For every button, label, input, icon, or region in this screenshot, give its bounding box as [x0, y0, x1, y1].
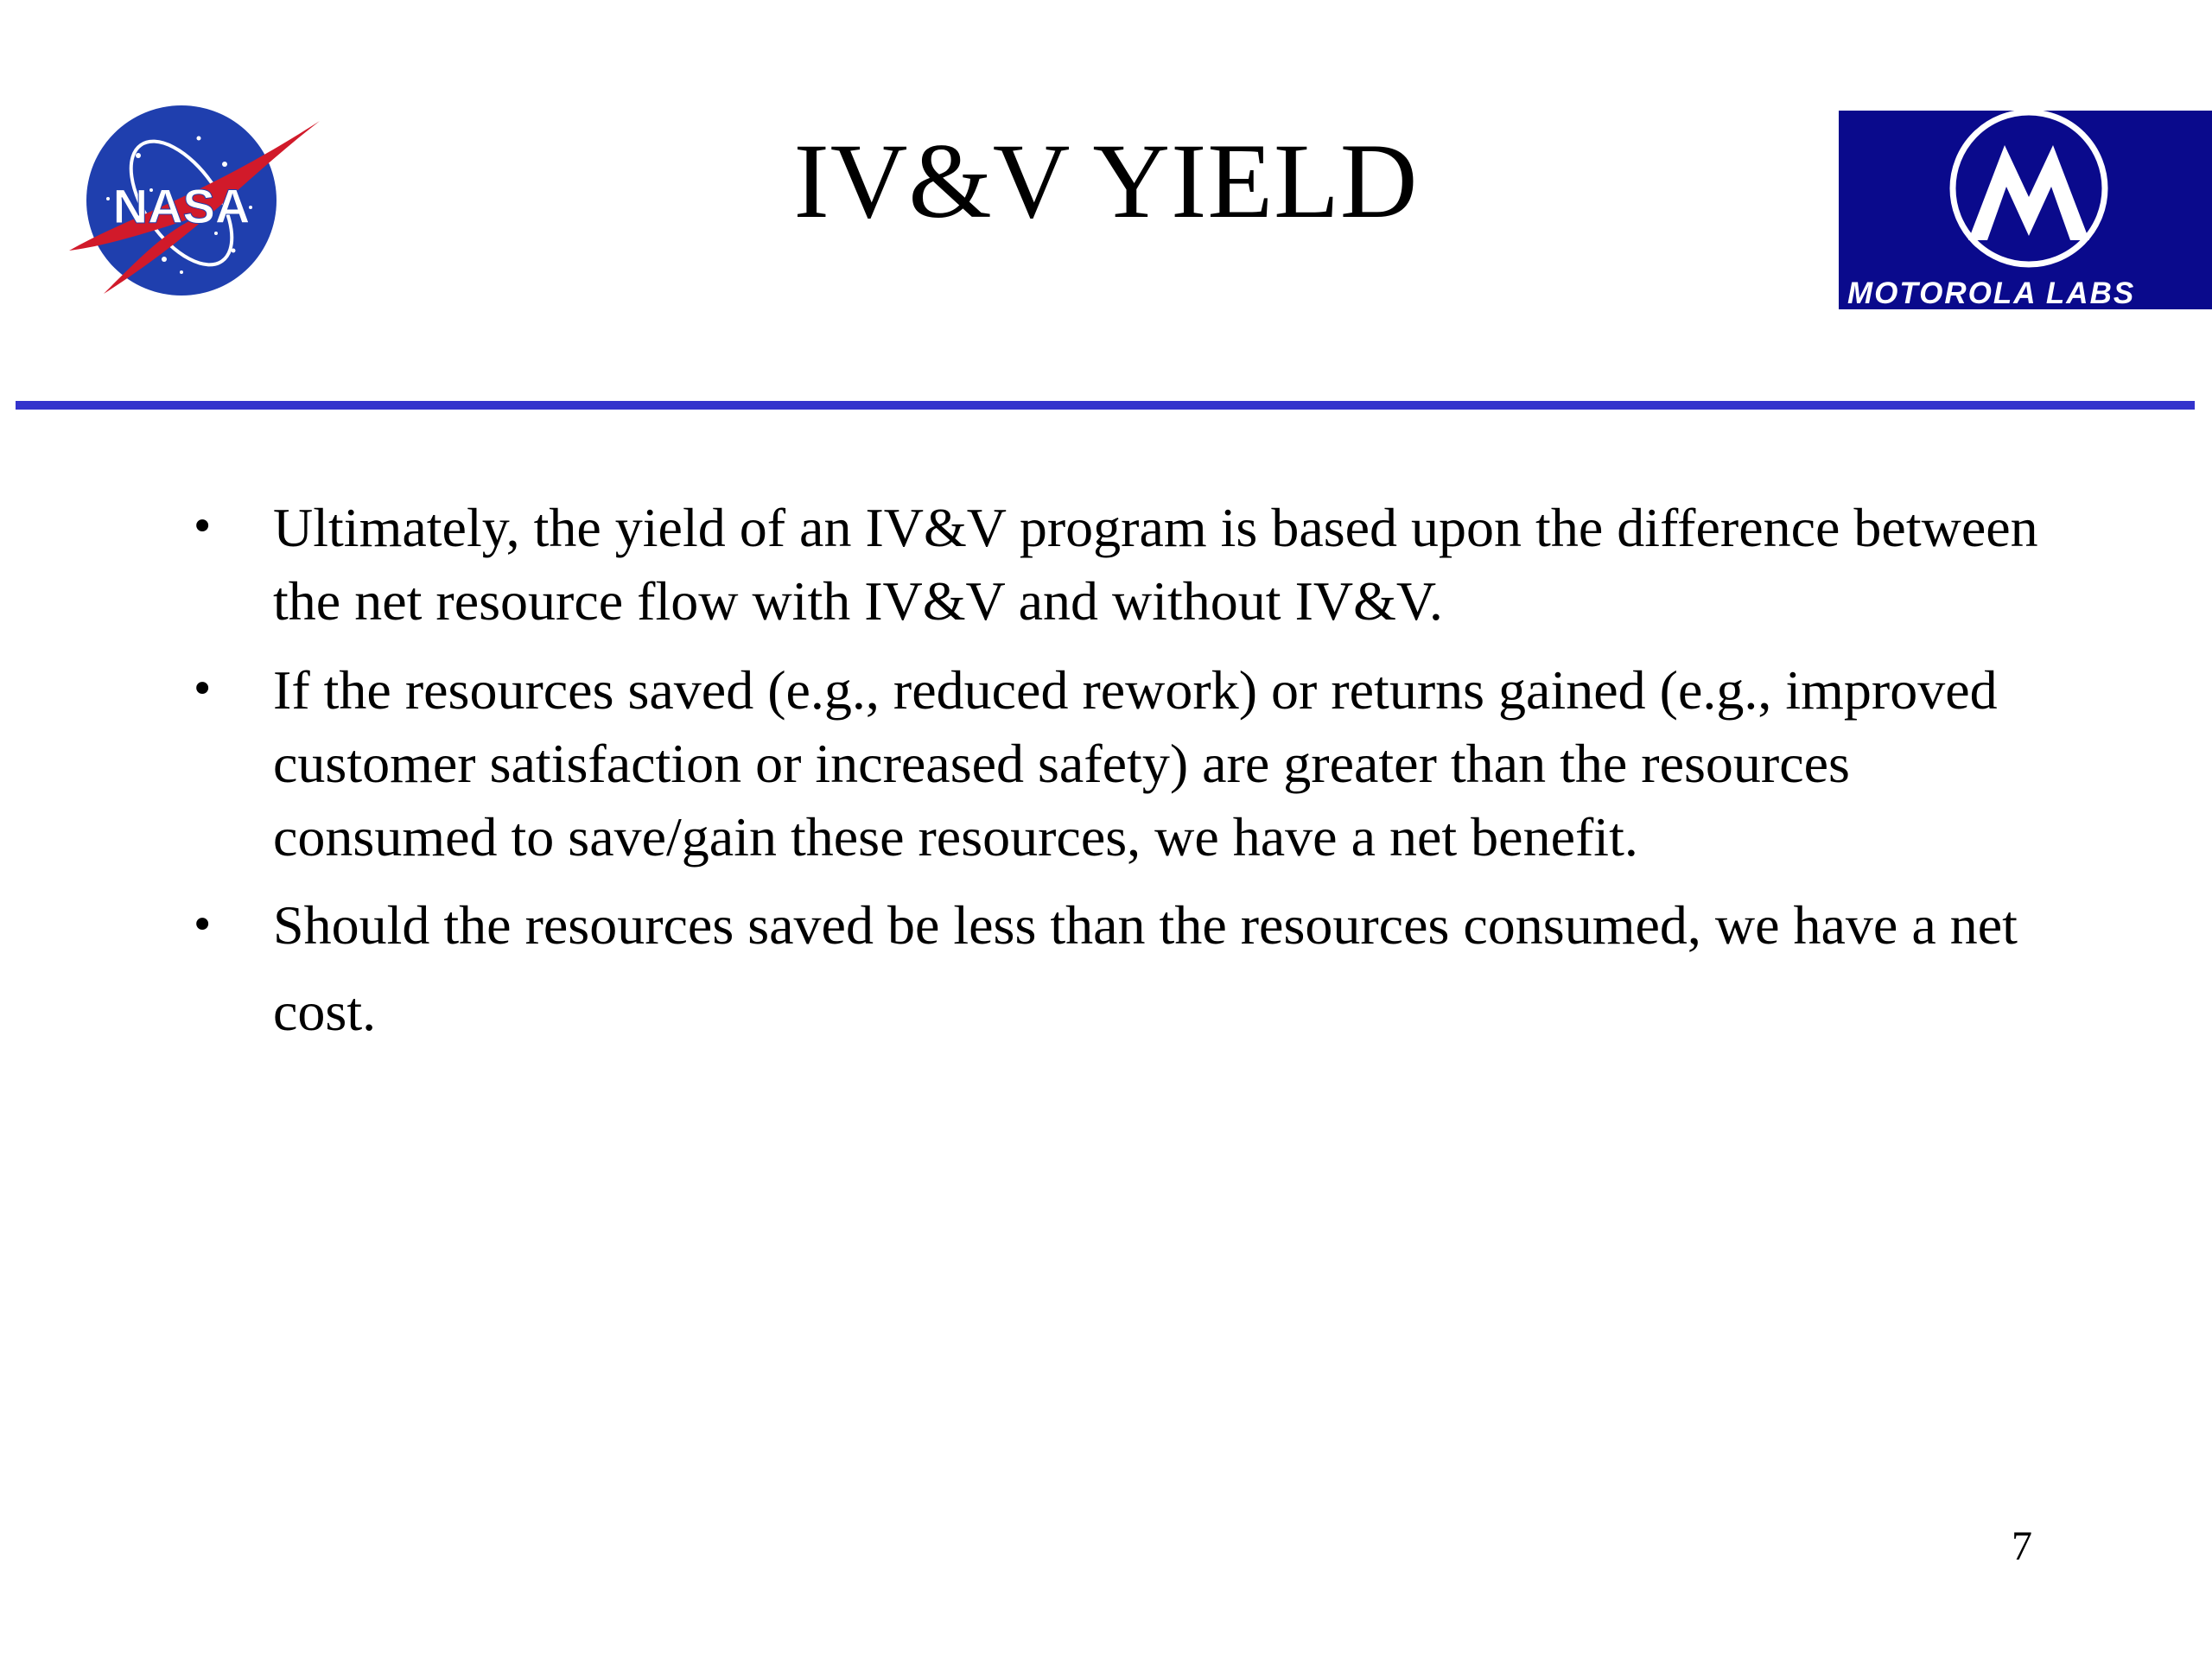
bullet-dot-icon: •: [190, 503, 215, 551]
bullet-dot-icon: •: [190, 665, 215, 714]
bullet-item: [173, 882, 2074, 1055]
bullet-text: If the resources saved (e.g., reduced rework) or returns gained (e.g., improved customer satisfaction or increased safety) are greater than the resources consumed to save/gain these resources, we have a net benefit.: [273, 659, 1998, 868]
bullet-dot-icon: •: [190, 901, 215, 950]
bullet-list: [173, 491, 2074, 1071]
title-divider: [16, 401, 2195, 410]
motorola-labs-wordmark: MOTOROLA LABS: [1847, 276, 2136, 309]
svg-text:NASA: NASA: [112, 179, 251, 233]
bullet-item: [173, 491, 2074, 638]
bullet-text: Should the resources saved be less than the resources consumed, we have a net cost.: [273, 894, 2018, 1042]
motorola-labs-logo-icon: [1839, 111, 2212, 309]
bullet-item: [173, 653, 2074, 874]
page-number: 7: [2012, 1523, 2032, 1569]
slide-title: IV&V YIELD: [793, 122, 1419, 240]
bullet-text: Ultimately, the yield of an IV&V program is based upon the difference between the net resource flow with IV&V and without IV&V.: [273, 497, 2038, 632]
